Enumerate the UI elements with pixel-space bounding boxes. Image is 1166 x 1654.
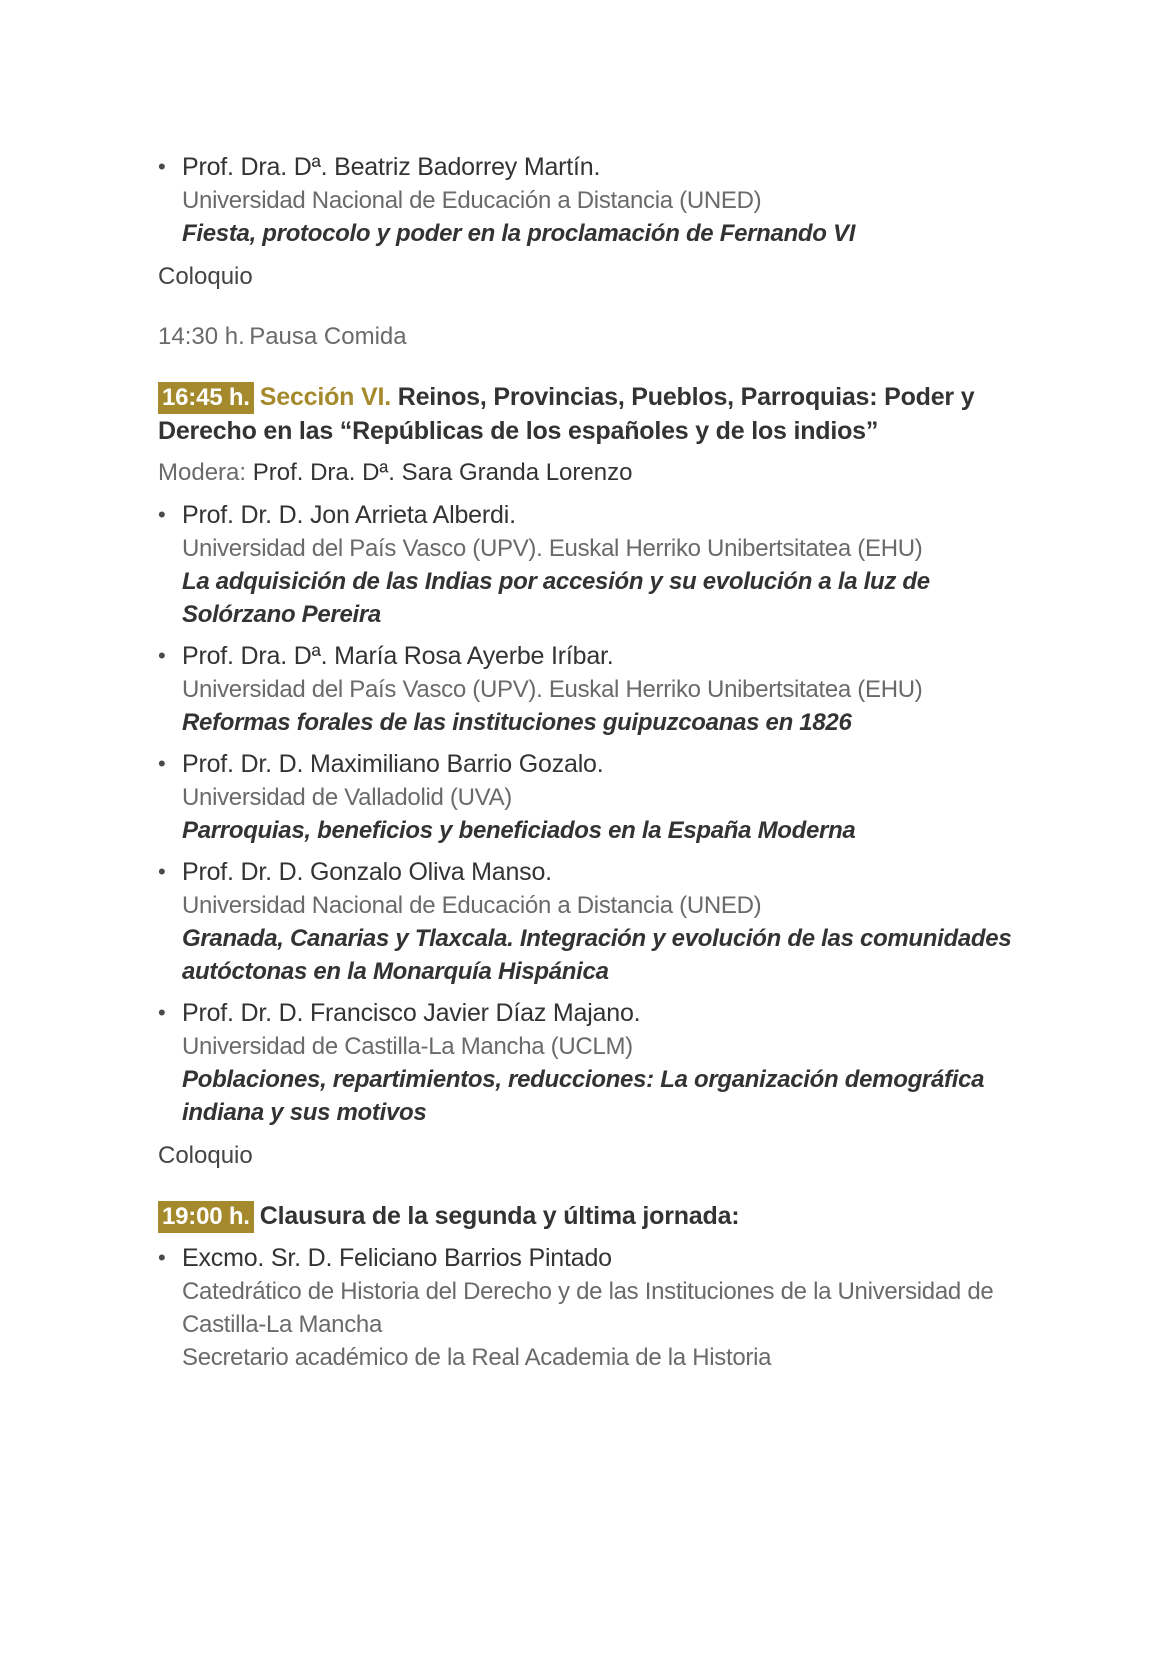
talk-title: Reformas forales de las instituciones guipuzcoanas en 1826 [182, 709, 852, 736]
speaker-name: • Prof. Dr. D. Maximiliano Barrio Gozalo. [182, 750, 604, 778]
talk-title-cont: autóctonas en la Monarquía Hispánica [182, 958, 609, 985]
program-content [158, 150, 1018, 1374]
talk-title-cont: Solórzano Pereira [182, 601, 381, 628]
speaker-affiliation: Universidad del País Vasco (UPV). Euskal Herriko Unibertsitatea (EHU) [182, 535, 923, 562]
speaker-item [158, 639, 1018, 739]
talk-title: Granada, Canarias y Tlaxcala. Integración y evolución de las comunidades [182, 925, 1012, 952]
section-header [158, 380, 1018, 448]
clausura-title: Clausura de la segunda y última jornada: [259, 1202, 740, 1230]
speaker-item [158, 996, 1018, 1129]
section-label: Sección VI. [259, 383, 391, 411]
speaker-item [158, 747, 1018, 847]
speaker-affiliation-cont: Castilla-La Mancha [182, 1311, 383, 1338]
coloquio-label: Coloquio [158, 263, 253, 290]
talk-title: Fiesta, protocolo y poder en la proclamación de Fernando VI [182, 220, 856, 247]
speaker-position: Secretario académico de la Real Academia de la Historia [182, 1344, 772, 1371]
section-time-badge: 16:45 h. [158, 382, 254, 414]
speaker-affiliation: Universidad de Valladolid (UVA) [182, 784, 512, 811]
speaker-affiliation: Universidad Nacional de Educación a Distancia (UNED) [182, 892, 762, 919]
speaker-item [158, 498, 1018, 631]
pause-label: Pausa Comida [249, 323, 407, 350]
speaker-affiliation: Universidad del País Vasco (UPV). Euskal Herriko Unibertsitatea (EHU) [182, 676, 923, 703]
speaker-name: • Prof. Dr. D. Gonzalo Oliva Manso. [182, 858, 552, 886]
clausura-time-badge: 19:00 h. [158, 1201, 254, 1233]
speaker-name: • Prof. Dra. Dª. María Rosa Ayerbe Iríbar. [182, 642, 614, 670]
speaker-name: • Excmo. Sr. D. Feliciano Barrios Pintado [182, 1244, 612, 1272]
speaker-affiliation: Universidad de Castilla-La Mancha (UCLM) [182, 1033, 633, 1060]
talk-title: La adquisición de las Indias por accesión y su evolución a la luz de [182, 568, 930, 595]
moderator-row [158, 456, 1018, 490]
talk-title: Poblaciones, repartimientos, reducciones: La organización demográfica [182, 1066, 985, 1093]
section-title-text1: Reinos, Provincias, Pueblos, Parroquias: Poder y [397, 383, 975, 411]
speaker-name: • Prof. Dr. D. Jon Arrieta Alberdi. [182, 501, 516, 529]
speaker-item [158, 150, 1018, 250]
speaker-affiliation: Catedrático de Historia del Derecho y de las Instituciones de la Universidad de [182, 1278, 994, 1305]
coloquio-label: Coloquio [158, 1142, 253, 1169]
speaker-name: • Prof. Dra. Dª. Beatriz Badorrey Martín. [182, 153, 601, 181]
speaker-affiliation: Universidad Nacional de Educación a Distancia (UNED) [182, 187, 762, 214]
talk-title: Parroquias, beneficios y beneficiados en la España Moderna [182, 817, 856, 844]
clausura-header [158, 1199, 1018, 1233]
speaker-item [158, 855, 1018, 988]
speaker-item [158, 1241, 1018, 1374]
talk-title-cont: indiana y sus motivos [182, 1099, 427, 1126]
moderator-label: Modera: [158, 459, 247, 486]
pause-time: 14:30 h. [158, 323, 245, 350]
speaker-name: • Prof. Dr. D. Francisco Javier Díaz Majano. [182, 999, 641, 1027]
section-title-line1 [158, 380, 1018, 414]
pause-row [158, 320, 1018, 354]
section-title-line2: Derecho en las “Repúblicas de los españoles y de los indios” [158, 417, 879, 445]
moderator-name: Prof. Dra. Dª. Sara Granda Lorenzo [252, 459, 633, 486]
